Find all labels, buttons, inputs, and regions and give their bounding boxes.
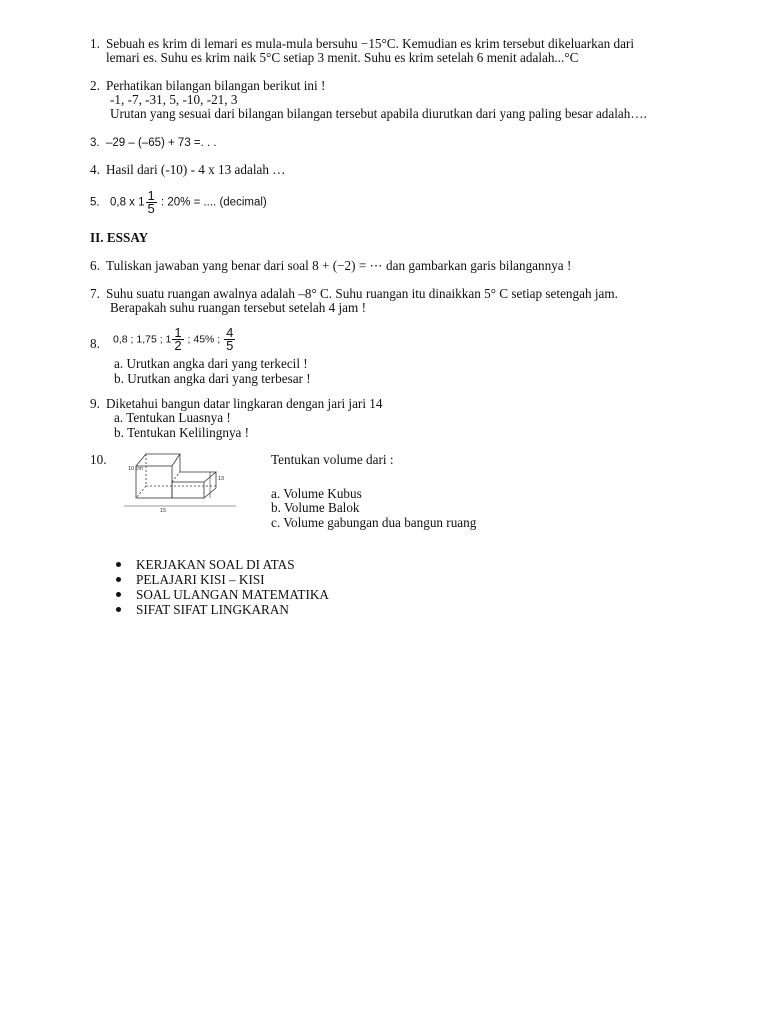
question-2-line-1: Perhatikan bilangan bilangan berikut ini ! xyxy=(106,78,326,93)
question-9-part-a: a. Tentukan Luasnya ! xyxy=(114,410,231,425)
bullet-item xyxy=(114,587,329,602)
todo-bullet-list xyxy=(114,557,329,617)
bullet-text: SIFAT SIFAT LINGKARAN xyxy=(136,602,289,617)
figure-height-label: 13 xyxy=(218,476,225,482)
question-10-instruction: Tentukan volume dari : xyxy=(271,452,394,467)
question-6-text xyxy=(106,258,571,273)
question-7-line-1: Suhu suatu ruangan awalnya adalah –8° C. Suhu ruangan itu dinaikkan 5° C setiap setengah jam. xyxy=(106,286,618,301)
question-1-line-2: lemari es. Suhu es krim naik 5°C setiap 3 menit. Suhu es krim setelah 6 menit adalah...°C xyxy=(106,50,579,65)
question-6-math: 8 + (−2) = ⋯ xyxy=(312,258,383,273)
question-10-part-c: c. Volume gabungan dua bangun ruang xyxy=(271,515,477,530)
bullet-dot-icon xyxy=(116,592,121,597)
question-6-text-b: dan gambarkan garis bilangannya ! xyxy=(382,258,572,273)
cube-cuboid-figure xyxy=(122,448,240,514)
question-5-prefix: 0,8 x 1 xyxy=(110,196,145,209)
bullet-item xyxy=(114,572,329,587)
question-3-expression: –29 – (–65) + 73 =. . . xyxy=(106,137,217,149)
question-2-number: 2. xyxy=(90,78,100,93)
question-2-line-3: Urutan yang sesuai dari bilangan bilangan tersebut apabila diurutkan dari yang paling besar adalah…. xyxy=(110,106,647,121)
question-3-number: 3. xyxy=(90,137,100,149)
question-1-line-1: Sebuah es krim di lemari es mula-mula bersuhu −15°C. Kemudian es krim tersebut dikeluarkan dari xyxy=(106,36,634,51)
question-4-number: 4. xyxy=(90,162,100,177)
question-9-part-b: b. Tentukan Kelilingnya ! xyxy=(114,425,250,440)
question-4-text: Hasil dari (-10) - 4 x 13 adalah … xyxy=(106,162,286,177)
question-10-part-b: b. Volume Balok xyxy=(271,500,360,515)
question-6-number: 6. xyxy=(90,258,100,273)
fraction-denominator: 2 xyxy=(174,338,182,353)
bullet-dot-icon xyxy=(116,577,121,582)
question-10-part-a: a. Volume Kubus xyxy=(271,486,362,501)
question-9-number: 9. xyxy=(90,396,100,411)
question-8-fraction-2 xyxy=(224,327,235,352)
figure-length-label: 15 xyxy=(160,508,167,514)
question-8-fraction-1 xyxy=(172,327,183,352)
question-8-prefix: 0,8 ; 1,75 ; 1 xyxy=(113,333,172,346)
question-8-part-a: a. Urutkan angka dari yang terkecil ! xyxy=(114,356,308,371)
bullet-item xyxy=(114,602,329,617)
question-8-middle: ; 45% ; xyxy=(184,333,224,346)
question-2-number-list: -1, -7, -31, 5, -10, -21, 3 xyxy=(110,92,238,107)
question-5-number: 5. xyxy=(90,196,100,209)
question-10-number: 10. xyxy=(90,452,107,467)
question-1-number: 1. xyxy=(90,36,100,51)
bullet-text: KERJAKAN SOAL DI ATAS xyxy=(136,557,295,572)
question-5-suffix: : 20% = .... (decimal) xyxy=(157,196,267,209)
fraction-denominator: 5 xyxy=(147,201,155,216)
figure-cube-label: 10 cm xyxy=(128,466,143,472)
question-9-line-1: Diketahui bangun datar lingkaran dengan jari jari 14 xyxy=(106,396,383,411)
bullet-text: PELAJARI KISI – KISI xyxy=(136,572,265,587)
section-essay-title: II. ESSAY xyxy=(90,230,149,245)
bullet-dot-icon xyxy=(116,562,121,567)
bullet-dot-icon xyxy=(116,607,121,612)
question-6-text-a: Tuliskan jawaban yang benar dari soal xyxy=(106,258,313,273)
question-5 xyxy=(90,190,267,215)
bullet-text: SOAL ULANGAN MATEMATIKA xyxy=(136,587,329,602)
question-8-numbers xyxy=(113,327,236,352)
question-7-number: 7. xyxy=(90,286,100,301)
question-8-part-b: b. Urutkan angka dari yang terbesar ! xyxy=(114,371,311,386)
question-5-fraction xyxy=(146,190,157,215)
fraction-numerator: 4 xyxy=(226,325,234,340)
question-7-line-2: Berapakah suhu ruangan tersebut setelah 4 jam ! xyxy=(110,300,366,315)
fraction-denominator: 5 xyxy=(226,338,234,353)
bullet-item xyxy=(114,557,329,572)
question-8-number: 8. xyxy=(90,336,100,351)
fraction-numerator: 1 xyxy=(147,188,155,203)
fraction-numerator: 1 xyxy=(174,325,182,340)
